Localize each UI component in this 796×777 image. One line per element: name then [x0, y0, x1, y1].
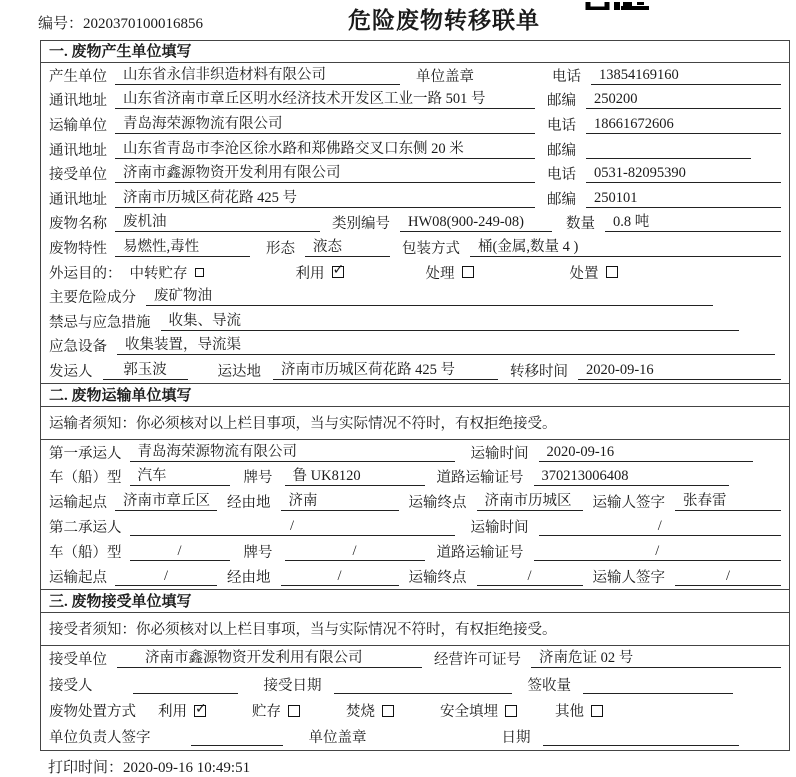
- acceptor-label: 接受人: [49, 678, 93, 694]
- waste-name-row: [41, 211, 789, 236]
- carrier2-row: [41, 514, 789, 539]
- sign-qty-label: 签收量: [527, 678, 571, 694]
- manifest-number-value: 2020370100016856: [83, 16, 204, 32]
- seal-label: 单位盖章: [416, 68, 474, 85]
- waste-name-label: 废物名称: [49, 216, 107, 233]
- route1-row: [41, 489, 789, 514]
- page-header: [0, 0, 796, 40]
- purpose-label: 外运目的：: [49, 265, 122, 282]
- disposal-option-other: [555, 700, 603, 721]
- route2-start-value: /: [115, 567, 217, 586]
- accept-unit-row: [41, 646, 789, 672]
- waste-props-row: [41, 235, 789, 260]
- transporter-address-label: 通讯地址: [49, 142, 107, 159]
- acceptor-row: [41, 672, 789, 698]
- route1-sign-value: 张春雷: [675, 492, 781, 511]
- producer-value: 山东省永信非织造材料有限公司: [115, 66, 400, 85]
- receiver-label: 接受单位: [49, 167, 107, 184]
- transporter-address-row: [41, 137, 789, 162]
- destination-value: 济南市历城区荷花路 425 号: [273, 361, 498, 380]
- vehicle2-label: 车（船）型: [49, 544, 122, 561]
- waste-name-value: 废机油: [115, 213, 320, 232]
- disposal-option-store-label: 贮存: [252, 704, 281, 720]
- route2-sign-label: 运输人签字: [592, 569, 665, 586]
- transporter-phone-label: 电话: [547, 117, 576, 134]
- purpose-option-transfer-storage: [130, 262, 204, 283]
- disposal-option-store: [252, 700, 300, 721]
- disposal-label: 废物处置方式: [49, 704, 136, 720]
- page-title: 危险废物转移联单: [348, 8, 540, 33]
- route1-end-label: 运输终点: [408, 495, 467, 512]
- producer-address-row: [41, 88, 789, 113]
- transporter-zip-label: 邮编: [547, 142, 576, 159]
- unit-seal-label: 单位盖章: [308, 730, 367, 746]
- accept-date-value: [334, 675, 512, 694]
- contraindication-row: [41, 309, 789, 334]
- transporter-notice-text: 运输者须知：你必须核对以上栏目事项，当与实际情况不符时，有权拒绝接受。: [49, 416, 557, 433]
- producer-zip-value: 250200: [586, 90, 781, 109]
- waste-props-label: 废物特性: [49, 240, 107, 257]
- producer-label: 产生单位: [49, 68, 107, 85]
- responsible-sign-value: [191, 727, 283, 746]
- waste-pack-label: 包装方式: [402, 240, 460, 257]
- producer-address-value: 山东省济南市章丘区明水经济技术开发区工业一路 501 号: [115, 90, 535, 109]
- accept-unit-label: 接受单位: [49, 652, 107, 668]
- route1-via-label: 经由地: [227, 495, 271, 512]
- purpose-option-utilize: [296, 262, 344, 283]
- route2-sign-value: /: [675, 567, 781, 586]
- qr-code-fragment: [585, 0, 653, 10]
- transporter-value: 青岛海荣源物流有限公司: [115, 115, 535, 134]
- checkbox-disposal-incinerate: [382, 705, 394, 717]
- waste-pack-value: 桶(金属,数量 4 ): [470, 238, 781, 257]
- seal-date-value: [543, 727, 740, 746]
- transporter-phone-value: 18661672606: [586, 115, 781, 134]
- carrier1-label: 第一承运人: [49, 445, 122, 462]
- waste-code-value: HW08(900-249-08): [400, 213, 552, 232]
- carrier2-time-value: /: [539, 517, 782, 536]
- manifest-form: [40, 40, 790, 751]
- manifest-number-label: 编号：: [38, 16, 84, 32]
- section3-header: 三. 废物接受单位填写: [41, 589, 789, 613]
- producer-row: [41, 63, 789, 88]
- print-time-label: 打印时间：: [48, 759, 124, 776]
- plate1-label: 牌号: [243, 470, 273, 487]
- purpose-option-dispose-label: 处置: [569, 265, 599, 282]
- receiver-address-value: 济南市历城区荷花路 425 号: [115, 189, 535, 208]
- disposal-option-landfill: [440, 700, 517, 721]
- receiver-zip-value: 250101: [586, 189, 781, 208]
- checkbox-utilize: [332, 266, 344, 278]
- route2-end-value: /: [477, 567, 583, 586]
- permit-label: 经营许可证号: [434, 652, 521, 668]
- carrier1-time-label: 运输时间: [470, 445, 529, 462]
- checkbox-treat: [462, 266, 474, 278]
- route1-start-value: 济南市章丘区: [115, 492, 217, 511]
- purpose-option-treat-label: 处理: [425, 265, 455, 282]
- disposal-option-utilize-label: 利用: [158, 704, 187, 720]
- producer-phone-label: 电话: [552, 68, 581, 85]
- vehicle1-value: 汽车: [130, 467, 230, 486]
- acceptor-value: [133, 675, 238, 694]
- vehicle2-row: [41, 539, 789, 564]
- vehicle2-value: /: [130, 542, 230, 561]
- carrier1-time-value: 2020-09-16: [539, 443, 754, 462]
- waste-form-value: 液态: [305, 238, 390, 257]
- route2-end-label: 运输终点: [408, 569, 467, 586]
- seal-date-label: 日期: [501, 730, 531, 746]
- vehicle1-row: [41, 465, 789, 490]
- receiver-address-label: 通讯地址: [49, 191, 107, 208]
- waste-qty-label: 数量: [566, 216, 595, 233]
- equipment-value: 收集装置，导流渠: [117, 336, 775, 355]
- receiver-row: [41, 161, 789, 186]
- carrier2-time-label: 运输时间: [470, 520, 529, 536]
- transporter-zip-value: [586, 140, 751, 159]
- contraindication-value: 收集、导流: [161, 312, 740, 331]
- license2-value: /: [534, 542, 782, 561]
- receiver-address-row: [41, 186, 789, 211]
- disposal-option-utilize: [158, 700, 206, 721]
- transporter-label: 运输单位: [49, 117, 107, 134]
- section1-header: 一. 废物产生单位填写: [41, 41, 789, 63]
- purpose-option-utilize-label: 利用: [295, 265, 325, 282]
- contraindication-label: 禁忌与应急措施: [49, 314, 151, 331]
- hazard-value: 废矿物油: [146, 287, 713, 306]
- checkbox-disposal-other: [591, 705, 603, 717]
- equipment-row: [41, 334, 789, 359]
- waste-form-label: 形态: [266, 240, 295, 257]
- transfer-time-value: 2020-09-16: [578, 361, 781, 380]
- purpose-row: [41, 260, 789, 285]
- print-time: [48, 756, 796, 777]
- purpose-option-transfer-storage-label: 中转贮存: [129, 265, 188, 282]
- accept-date-label: 接受日期: [263, 678, 322, 694]
- disposal-option-incinerate-label: 焚烧: [346, 704, 375, 720]
- route1-via-value: 济南: [281, 492, 399, 511]
- waste-qty-value: 0.8 吨: [605, 213, 781, 232]
- shipper-label: 发运人: [49, 363, 93, 380]
- license2-label: 道路运输证号: [436, 544, 524, 561]
- receiver-zip-label: 邮编: [547, 191, 576, 208]
- carrier2-value: /: [130, 517, 455, 536]
- purpose-option-dispose: [570, 262, 618, 283]
- disposal-option-landfill-label: 安全填埋: [440, 704, 498, 720]
- route2-via-value: /: [281, 567, 399, 586]
- route2-via-label: 经由地: [227, 569, 271, 586]
- transporter-address-value: 山东省青岛市李沧区徐水路和郑佛路交叉口东侧 20 米: [115, 140, 535, 159]
- plate2-label: 牌号: [243, 544, 273, 561]
- plate2-value: /: [285, 542, 425, 561]
- transporter-notice-row: [41, 407, 789, 440]
- hazard-label: 主要危险成分: [49, 290, 136, 307]
- route2-row: [41, 564, 789, 589]
- carrier2-label: 第二承运人: [49, 520, 122, 536]
- receiver-notice-row: [41, 613, 789, 646]
- producer-phone-value: 13854169160: [591, 66, 781, 85]
- permit-value: 济南危证 02 号: [531, 649, 781, 668]
- transporter-row: [41, 112, 789, 137]
- section2-header: 二. 废物运输单位填写: [41, 383, 789, 407]
- disposal-row: [41, 698, 789, 724]
- checkbox-dispose: [606, 266, 618, 278]
- producer-zip-label: 邮编: [547, 93, 576, 110]
- accept-unit-value: 济南市鑫源物资开发利用有限公司: [117, 649, 422, 668]
- checkbox-transfer-storage: [195, 268, 204, 277]
- responsible-sign-label: 单位负责人签字: [49, 730, 151, 746]
- shipper-row: [41, 358, 789, 383]
- hazard-row: [41, 284, 789, 309]
- print-time-value: 2020-09-16 10:49:51: [123, 759, 251, 776]
- sign-qty-value: [583, 675, 733, 694]
- purpose-option-treat: [426, 262, 474, 283]
- signature-row: [41, 724, 789, 750]
- receiver-notice-text: 接受者须知：你必须核对以上栏目事项，当与实际情况不符时，有权拒绝接受。: [49, 622, 557, 638]
- route1-start-label: 运输起点: [49, 495, 107, 512]
- producer-address-label: 通讯地址: [49, 93, 107, 110]
- disposal-option-other-label: 其他: [555, 704, 584, 720]
- route1-end-value: 济南市历城区: [477, 492, 583, 511]
- route1-sign-label: 运输人签字: [592, 495, 665, 512]
- route2-start-label: 运输起点: [49, 569, 107, 586]
- vehicle1-label: 车（船）型: [49, 470, 122, 487]
- receiver-phone-label: 电话: [547, 167, 576, 184]
- license1-value: 370213006408: [534, 467, 730, 486]
- receiver-value: 济南市鑫源物资开发利用有限公司: [115, 164, 535, 183]
- checkbox-disposal-utilize: [194, 705, 206, 717]
- waste-code-label: 类别编号: [332, 216, 390, 233]
- equipment-label: 应急设备: [49, 339, 107, 356]
- checkbox-disposal-landfill: [505, 705, 517, 717]
- checkbox-disposal-store: [288, 705, 300, 717]
- carrier1-value: 青岛海荣源物流有限公司: [130, 443, 455, 462]
- destination-label: 运达地: [217, 363, 261, 380]
- carrier1-row: [41, 440, 789, 465]
- disposal-option-incinerate: [346, 700, 394, 721]
- receiver-phone-value: 0531-82095390: [586, 164, 781, 183]
- waste-props-value: 易燃性,毒性: [115, 238, 250, 257]
- transfer-time-label: 转移时间: [510, 363, 568, 380]
- license1-label: 道路运输证号: [436, 470, 524, 487]
- plate1-value: 鲁 UK8120: [285, 467, 425, 486]
- shipper-value: 郭玉波: [103, 361, 188, 380]
